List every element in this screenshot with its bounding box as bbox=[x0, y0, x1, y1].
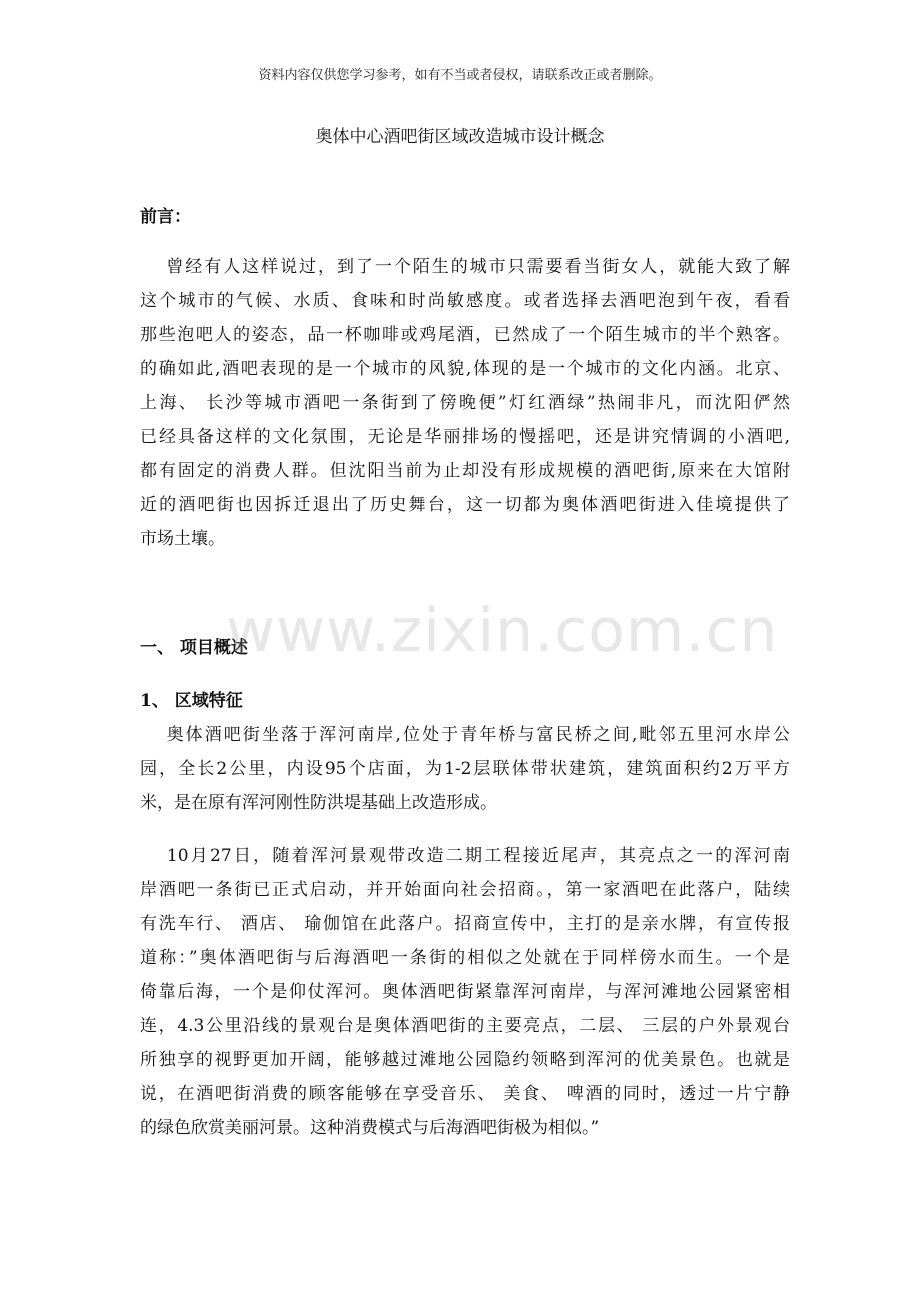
copyright-notice: 资料内容仅供您学习参考，如有不当或者侵权，请联系改正或者删除。 bbox=[258, 68, 662, 83]
text-line: 园，全长2公里，内设95个店面，为1-2层联体带状建筑，建筑面积约2万平方 bbox=[140, 759, 790, 779]
text-line: 奥体酒吧街坐落于浑河南岸,位处于青年桥与富民桥之间,毗邻五里河水岸公 bbox=[140, 725, 790, 745]
text-line: 道称：”奥体酒吧街与后海酒吧一条街的相似之处就在于同样傍水而生。一个是 bbox=[140, 948, 790, 968]
text-line: 岸酒吧一条街已正式启动，并开始面向社会招商。，第一家酒吧在此落户，陆续 bbox=[140, 880, 790, 900]
text-line: 上海、 长沙等城市酒吧一条街到了傍晚便”灯红酒绿”热闹非凡，而沈阳俨然 bbox=[140, 393, 790, 413]
text-line: 已经具备这样的文化氛围，无论是华丽排场的慢摇吧，还是讲究情调的小酒吧, bbox=[140, 427, 790, 447]
text-line: 这个城市的气候、水质、食味和时尚敏感度。或者选择去酒吧泡到午夜，看看 bbox=[140, 291, 790, 311]
text-line: 的绿色欣赏美丽河景。这种消费模式与后海酒吧街极为相似。” bbox=[140, 1118, 600, 1138]
text-line: 市场土壤。 bbox=[140, 529, 225, 549]
text-line: 所独享的视野更加开阔，能够越过滩地公园隐约领略到浑河的优美景色。也就是 bbox=[140, 1050, 790, 1070]
launch-paragraph bbox=[140, 839, 790, 1145]
text-line: 那些泡吧人的姿态，品一杯咖啡或鸡尾酒，已然成了一个陌生城市的半个熟客。 bbox=[140, 325, 790, 345]
watermark: www.zixin.com.cn bbox=[226, 596, 779, 666]
preface-paragraph bbox=[140, 250, 790, 556]
text-line: 说，在酒吧街消费的顾客能够在享受音乐、 美食、 啤酒的同时，透过一片宁静 bbox=[140, 1084, 790, 1104]
text-line: 10月27日，随着浑河景观带改造二期工程接近尾声，其亮点之一的浑河南 bbox=[140, 846, 790, 866]
text-line: 倚靠后海，一个是仰仗浑河。奥体酒吧街紧靠浑河南岸，与浑河滩地公园紧密相 bbox=[140, 982, 790, 1002]
text-line: 连，4.3公里沿线的景观台是奥体酒吧街的主要亮点，二层、 三层的户外景观台 bbox=[140, 1016, 790, 1036]
text-line: 的确如此,酒吧表现的是一个城市的风貌,体现的是一个城市的文化内涵。北京、 bbox=[140, 359, 790, 379]
text-line: 有洗车行、 酒店、 瑜伽馆在此落户。招商宣传中，主打的是亲水牌，有宣传报 bbox=[140, 914, 790, 934]
text-line: 曾经有人这样说过，到了一个陌生的城市只需要看当街女人，就能大致了解 bbox=[140, 257, 790, 277]
text-line: 米，是在原有浑河刚性防洪堤基础上改造形成。 bbox=[140, 793, 497, 813]
subsection-heading: 1、 区域特征 bbox=[140, 691, 243, 711]
text-line: 近的酒吧街也因拆迁退出了历史舞台，这一切都为奥体酒吧街进入佳境提供了 bbox=[140, 495, 790, 515]
text-line: 都有固定的消费人群。但沈阳当前为止却没有形成规模的酒吧街,原来在大馆附 bbox=[140, 461, 790, 481]
region-paragraph bbox=[140, 718, 790, 820]
preface-heading: 前言： bbox=[140, 207, 191, 227]
section-heading: 一、 项目概述 bbox=[140, 638, 248, 658]
document-title: 奥体中心酒吧街区域改造城市设计概念 bbox=[315, 127, 605, 147]
